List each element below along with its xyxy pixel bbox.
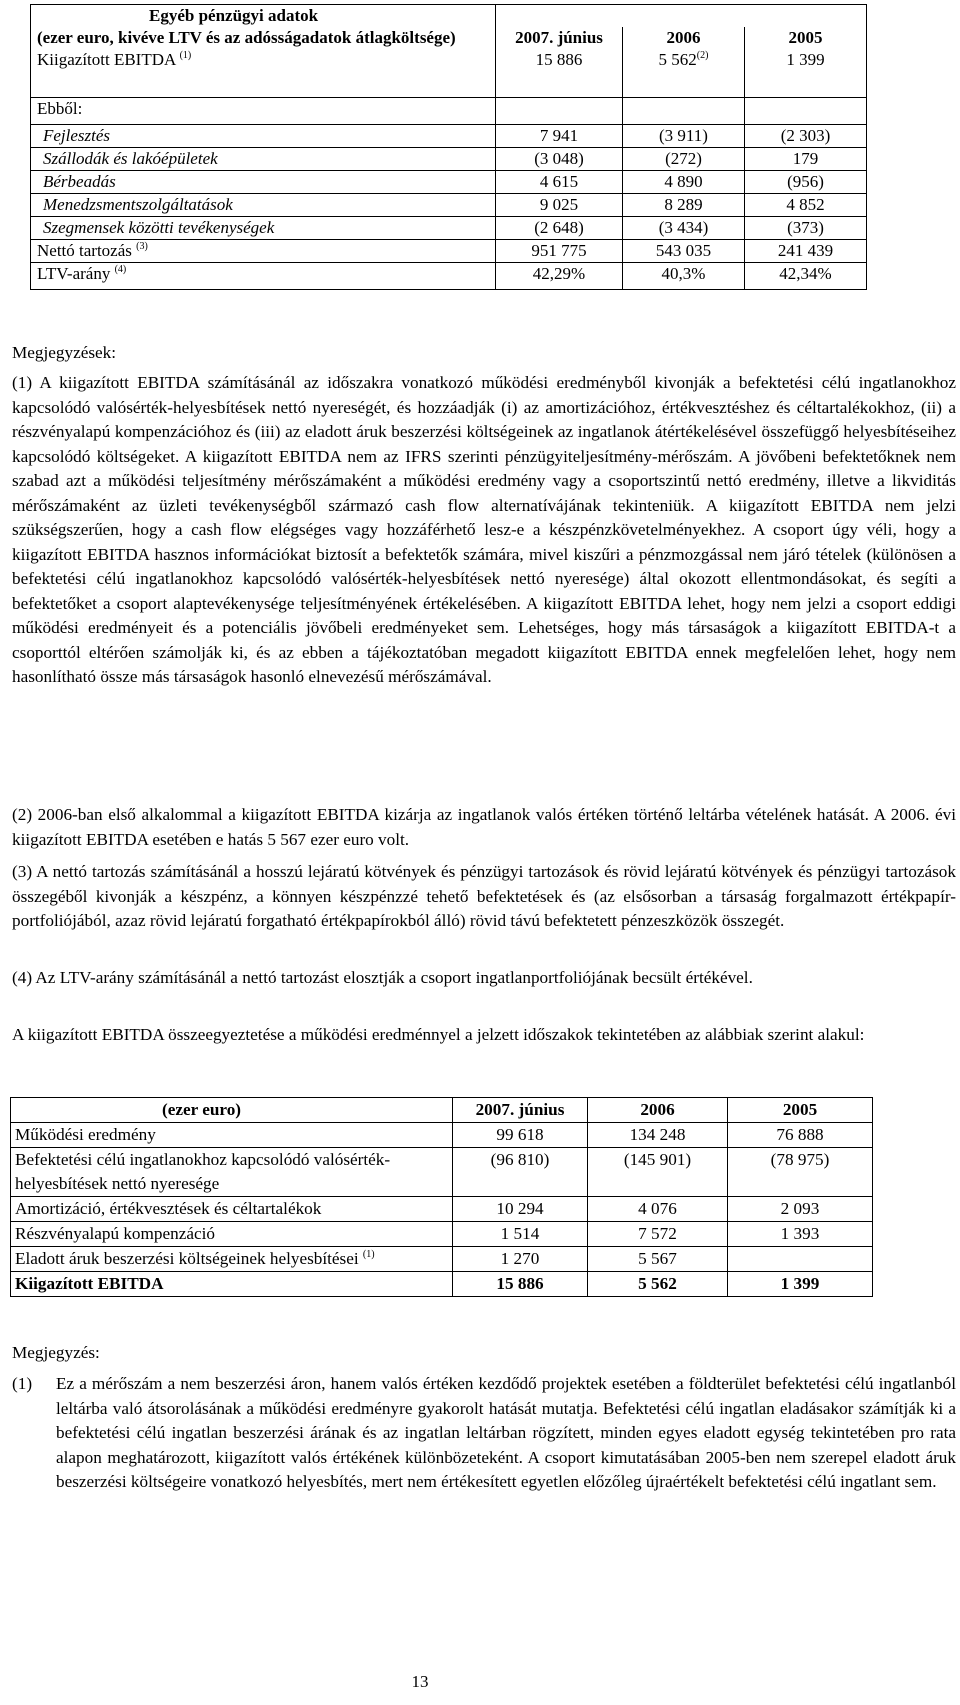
cell: (2 648): [496, 217, 623, 240]
note-title: Megjegyzés:: [12, 1343, 100, 1362]
reconciliation-table: [10, 1097, 873, 1297]
notes-title: Megjegyzések:: [12, 343, 117, 362]
row-label: Kiigazított EBITDA: [37, 50, 176, 69]
cell: 2 093: [728, 1197, 873, 1222]
cell: 15 886: [496, 49, 623, 98]
cell: 4 852: [745, 194, 867, 217]
cell: 5 567: [588, 1247, 728, 1272]
table-row: [31, 49, 867, 98]
row-label: Befektetési célú ingatlanokhoz kapcsolódó valósérték-helyesbítések nettó nyeresége: [11, 1148, 453, 1197]
subheading-ebbol: Ebből:: [31, 98, 496, 125]
cell: 1 393: [728, 1222, 873, 1247]
row-label: Amortizáció, értékvesztések és céltartalékok: [11, 1197, 453, 1222]
table-subheading: (ezer euro, kivéve LTV és az adósságadatok átlagköltsége): [31, 27, 496, 49]
cell: 40,3%: [623, 263, 745, 290]
cell: (3 911): [623, 125, 745, 148]
cell: 951 775: [496, 240, 623, 263]
cell: 1 270: [453, 1247, 588, 1272]
table-row: [31, 171, 867, 194]
cell: 7 941: [496, 125, 623, 148]
col-header-2005: 2005: [728, 1098, 873, 1123]
cell: 76 888: [728, 1123, 873, 1148]
table-row: [11, 1247, 873, 1272]
col-header-unit: (ezer euro): [11, 1098, 453, 1123]
row-label: Bérbeadás: [31, 171, 496, 194]
table-row: [31, 194, 867, 217]
cell: 179: [745, 148, 867, 171]
cell: 543 035: [623, 240, 745, 263]
cell: 241 439: [745, 240, 867, 263]
row-label: Szállodák és lakóépületek: [31, 148, 496, 171]
footnote-ref: (3): [136, 241, 148, 252]
table-row: [11, 1123, 873, 1148]
cell: 1 399: [745, 49, 867, 98]
cell: 42,29%: [496, 263, 623, 290]
row-label: LTV-arány: [37, 264, 111, 283]
footnote-number: (1): [12, 1374, 33, 1393]
cell: 10 294: [453, 1197, 588, 1222]
row-label: Szegmensek közötti tevékenységek: [31, 217, 496, 240]
page-number: 13: [411, 1672, 429, 1691]
footnote-ref: (2): [696, 50, 709, 61]
cell: 1 514: [453, 1222, 588, 1247]
cell: 99 618: [453, 1123, 588, 1148]
cell: (373): [745, 217, 867, 240]
row-label: Eladott áruk beszerzési költségeinek helyesbítései: [15, 1249, 359, 1268]
cell: (96 810): [453, 1148, 588, 1197]
cell: 5 562: [658, 50, 697, 69]
financial-data-table: [30, 4, 867, 290]
cell: 4 615: [496, 171, 623, 194]
col-header-2005: 2005: [745, 27, 867, 49]
col-header-2007: 2007. június: [496, 27, 623, 49]
cell: (956): [745, 171, 867, 194]
reconciliation-intro: A kiigazított EBITDA összeegyeztetése a működési eredménnyel a jelzett időszakok tekintetében az alábbiak szerint alakul:: [12, 1025, 865, 1044]
footnote-text: Ez a mérőszám a nem beszerzési áron, hanem valós értéken kezdődő projektek esetében a földterület befektetési célú ingatlanból leltárba való átsorolásának a működési eredményre gyakorolt hatását mutatja. Befektetési célú ingatlan eladásakor számítják ki a befektetési célú ingatlan beszerzési árának és az ingatlan leltárban rögzített, minden egyes eladott egység tekintetében pro rata alapon meghatározott, kiigazított valós értékének különbözeteként. A csoport kimutatásában 2005-ben nem szerepel eladott áruk beszerzési költségeire vonatkozó helyesbítés, mert nem értékesített egyetlen előzőleg újraértékelt befektetési célú ingatlant sem.: [56, 1374, 956, 1491]
cell: 4 076: [588, 1197, 728, 1222]
table-row: [11, 1148, 873, 1197]
footnote-ref: (4): [114, 264, 127, 275]
row-label: Nettó tartozás: [37, 241, 132, 260]
footnote-ref: (1): [179, 50, 192, 61]
col-header-2006: 2006: [588, 1098, 728, 1123]
cell: 1 399: [728, 1272, 873, 1297]
cell: (2 303): [745, 125, 867, 148]
col-header-2007: 2007. június: [453, 1098, 588, 1123]
table-row: [11, 1222, 873, 1247]
cell: (3 048): [496, 148, 623, 171]
cell: (145 901): [588, 1148, 728, 1197]
table-row: [31, 217, 867, 240]
cell: 134 248: [588, 1123, 728, 1148]
row-label: Kiigazított EBITDA: [11, 1272, 453, 1297]
cell: 5 562: [588, 1272, 728, 1297]
cell: [728, 1247, 873, 1272]
cell: 8 289: [623, 194, 745, 217]
table-row: [31, 148, 867, 171]
col-header-2006: 2006: [623, 27, 745, 49]
note-1: (1) A kiigazított EBITDA számításánál az időszakra vonatkozó működési eredményből kivonják a befektetési célú ingatlanokhoz kapcsolódó valósérték-helyesbítések nettó nyereségét, és hozzáadják (i) az amortizációhoz, értékvesztéshez és céltartalékokhoz, (ii) a részvényalapú kompenzációhoz és (iii) az eladott áruk beszerzési költségeinek az ingatlanok átértékelésével összefüggő helyesbítéseihez kapcsolódó költségeket. A kiigazított EBITDA nem az IFRS szerinti pénzügyiteljesítmény-mérőszám. A jövőbeni befektetőknek nem szabad azt a működési teljesítmény mérőszámaként a működési eredmény vagy a csoportszintű nettó eredmény, illetve a likviditás mérőszámaként az üzleti tevékenységből származó cash flow alternatívájának tekinteniük. A kiigazított EBITDA nem jelzi szükségszerűen, hogy a cash flow elégséges vagy hozzáférhető lesz-e a készpénzkövetelményekhez. A csoport úgy véli, hogy a kiigazított EBITDA hasznos információkat biztosít a befektetők számára, mivel kiszűri a pénzmozgással nem járó tételek (különösen a befektetési célú ingatlanokhoz kapcsolódó valósérték-helyesbítések nettó nyeresége) által okozott ellentmondásokat, és segíti a befektetőket a csoport alaptevékenysége teljesítményének értékelésében. A kiigazított EBITDA lehet, hogy nem jelzi a csoport eddigi működési eredményeit és a potenciális jövőbeli eredményeket sem. Lehetséges, hogy más társaságok a kiigazított EBITDA-t a csoporttól eltérően számolják ki, és az ebben a tájékoztatóban megadott kiigazított EBITDA ennek megfelelően lehet, hogy nem hasonlítható össze más társaságok hasonló elnevezésű mérőszámával.: [12, 373, 956, 686]
note-3: (3) A nettó tartozás számításánál a hosszú lejáratú kötvények és pénzügyi tartozások és rövid lejáratú kötvények és pénzügyi tartozások összegéből kivonják a készpénz, a könnyen készpénzzé tehető befektetések és (az elsősorban a társaság forgalmazott értékpapír-portfoliójából, azaz rövid lejáratú forgatható értékpapírokból álló) rövid távú befektetett pénzeszközök összegét.: [12, 862, 956, 930]
row-label: Menedzsmentszolgáltatások: [31, 194, 496, 217]
cell: (78 975): [728, 1148, 873, 1197]
table-row: [31, 125, 867, 148]
note-2: (2) 2006-ban első alkalommal a kiigazított EBITDA kizárja az ingatlanok valós értéken történő leltárba vételének hatását. A 2006. évi kiigazított EBITDA esetében e hatás 5 567 ezer euro volt.: [12, 805, 956, 849]
cell: 9 025: [496, 194, 623, 217]
cell: (3 434): [623, 217, 745, 240]
footnote-ref: (1): [362, 1249, 375, 1260]
row-label: Részvényalapú kompenzáció: [11, 1222, 453, 1247]
row-label: Működési eredmény: [11, 1123, 453, 1148]
note-4: (4) Az LTV-arány számításánál a nettó tartozást elosztják a csoport ingatlanportfoliójának becsült értékével.: [12, 968, 753, 987]
row-label: Fejlesztés: [31, 125, 496, 148]
table-row: [11, 1197, 873, 1222]
table-heading: Egyéb pénzügyi adatok: [31, 5, 496, 28]
cell: 7 572: [588, 1222, 728, 1247]
cell: (272): [623, 148, 745, 171]
table-row: [31, 263, 867, 290]
table-row-total: [11, 1272, 873, 1297]
cell: 4 890: [623, 171, 745, 194]
cell: 42,34%: [745, 263, 867, 290]
cell: 15 886: [453, 1272, 588, 1297]
table-row: [31, 240, 867, 263]
